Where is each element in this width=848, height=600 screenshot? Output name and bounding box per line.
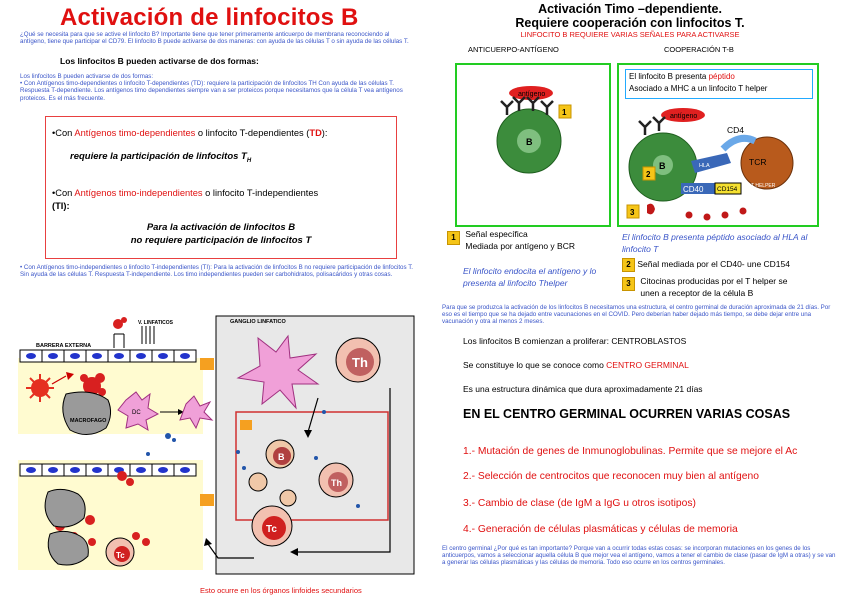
tc-cell-2 [106,538,134,566]
lymph-vessel-label: V. LINFATICOS [138,320,174,326]
orange-marker-2 [200,494,214,506]
barrier-cells-top [20,350,196,362]
b-label: B [278,452,285,462]
germinal-center-note: Para que se produzca la activación de los linfocitos B necesitamos una estructura, el centro germinal de duración aproximada de 21 días. Por eso es el tiempo que se ha dejado entre vacunaciones en el COVID. Pero deberían haber dejado más tiempo, se debe dejar entre una vacunación y otra al menos 2 meses. [442,304,831,326]
left-para1: Los linfocitos B pueden activarse de dos formas: • Con Antígenos timo-dependientes o linfocito T-dependientes (TD): requiere la participación de linfocitos TH Con ayuda de las células T. Respuesta T-dependiente. Los antígenos timo dependientes siempre van a ser proteicos porque necesitamos que la célula T vea antígenos proteicos. Es el más frecuente. [20,73,403,102]
right-title: Activación Timo –dependiente. Requiere cooperación con linfocitos T. [515,2,745,30]
svg-text:antígeno: antígeno [670,113,698,120]
orange-marker-1 [200,358,214,370]
th2-label: Th [331,478,342,488]
svg-text:B: B [659,161,666,171]
germinal-center-heading: EN EL CENTRO GERMINAL OCURREN VARIAS COSAS [463,407,791,421]
svg-text:1: 1 [562,108,567,117]
right-footer-note: El centro germinal ¿Por qué es tan importante? Porque van a ocurrir todas estas cosas: se incorporan mutaciones en los genes de los anticuerpos, vamos a seleccionar aquella célula B que mejor vea el antígeno, vamos a tener el cambio de clase (pasar de IgM a otras) y se van a generar las células plasmáticas y las células de memoria. Todo eso ocurre en los centros germinales. [442,545,836,567]
svg-text:3: 3 [630,208,635,217]
b-cell-small [249,473,267,491]
panel-antibody-antigen [455,63,611,227]
left-intro: ¿Qué se necesita para que se active el linfocito B? Importante tiene que tener primeramente anticuerpo de membrana reconociendo al antígeno, tiene que participar el CD79. El linfocito B puede activarse de dos maneras: con ayuda de las células T o sin ayuda de las células T. [20,31,409,46]
note-b-presents-peptide: El linfocito B presenta péptido asociado al HLA al linfocito T [622,232,808,254]
panel-b-label: COOPERACIÓN T-B [664,45,734,54]
lymph-node-label: GANGLIO LINFATICO [230,319,286,325]
signal-1: 1 Señal específica Mediada por antígeno y BCR [447,228,575,252]
antigen-label: antígeno [518,91,546,98]
macrophage-cell [63,392,111,435]
svg-text:2: 2 [646,170,651,179]
germinal-item-3: 3.- Cambio de clase (de IgM a IgG u otros isotipos) [463,498,696,509]
left-title: Activación de linfocitos B [60,4,359,31]
cd40-label: CD40 [683,185,704,194]
proliferation-text: Los linfocitos B comienzan a proliferar: CENTROBLASTOS [463,336,687,346]
immune-response-diagram [18,312,418,580]
tcr-label: TCR [749,157,767,167]
barrier-label: BARRERA EXTERNA [36,343,92,349]
b-cell-label: B [526,137,533,147]
td-ti-box [45,116,397,259]
tissue-area-top [18,358,203,434]
th-cell-2 [319,463,353,497]
macrophage-label: MACROFAGO [70,418,107,424]
left-heading: Los linfocitos B pueden activarse de dos formas: [60,56,259,66]
cytokine-dots [647,204,747,221]
note-endocytosis: El linfocito endocita el antígeno y lo presenta al linfocito Thelper [463,266,597,288]
macrophage-bottom-1 [45,489,85,527]
tc-cell [252,506,292,546]
germinal-item-4: 4.- Generación de células plasmáticas y células de memoria [463,524,738,535]
panel-b-caption: El linfocito B presenta péptido Asociado a MHC a un linfocito T helper [625,69,813,99]
th-cell [336,338,380,382]
cd154-label: CD154 [717,186,738,193]
t-helper-label: T HELPER [751,183,776,189]
left-footer: Esto ocurre en los órganos linfoides secundarios [200,586,362,595]
pathogen-sun-icon [26,374,54,402]
dc-label: DC [132,410,141,416]
ti-detail: Para la activación de linfocitos B no requiere participación de linfocitos T [130,222,312,246]
svg-text:HLA: HLA [699,163,710,169]
duration-text: Es una estructura dinámica que dura aproximadamente 21 días [463,384,703,394]
b-cell-small-2 [280,490,296,506]
germinal-center-text: Se constituye lo que se conoce como CENTRO GERMINAL [463,360,689,370]
orange-marker-3 [240,420,252,430]
td-detail: requiere la participación de linfocitos $T_H$ [70,151,252,164]
tc-label: Tc [266,524,277,535]
tc2-label: Tc [116,551,125,560]
signal-3: 3 Citocinas producidas por el T helper se unen a receptor de la célula B [622,275,787,299]
right-subtitle: LINFOCITO B REQUIERE VARIAS SEÑALES PARA ACTIVARSE [520,30,740,39]
barrier-cells-bottom [20,464,196,476]
germinal-item-1: 1.- Mutación de genes de Inmunoglobulinas. Permite que se mejore el Ac [463,446,798,457]
td-line: •Con Antígenos timo-dependientes o linfocito T-dependientes (TD): [52,128,328,138]
lymph-vessel-entry [114,334,124,348]
panel-cooperation-tb [617,63,819,227]
b-cell [266,440,294,468]
signal-2: 2 Señal mediada por el CD40- une CD154 [622,258,790,272]
cd4-label: CD4 [727,125,745,135]
germinal-item-2: 2.- Selección de centrocitos que reconocen muy bien al antígeno [463,471,759,482]
ti-line: •Con Antígenos timo-independientes o linfocito T-independientes (TI): [52,188,319,211]
th-label: Th [352,355,368,370]
panel-a-label: ANTICUERPO-ANTÍGENO [468,45,559,54]
hla-arrow [691,153,731,173]
left-para2: • Con Antígenos timo-independientes o linfocito T-independientes (TI): Para la activación de linfocitos B no requiere participación de linfocitos T. Sin ayuda de las células T. Respuesta T-independiente. Los timo independientes pueden ser carbohidratos, polisacáridos y otras cosas. [20,264,414,279]
